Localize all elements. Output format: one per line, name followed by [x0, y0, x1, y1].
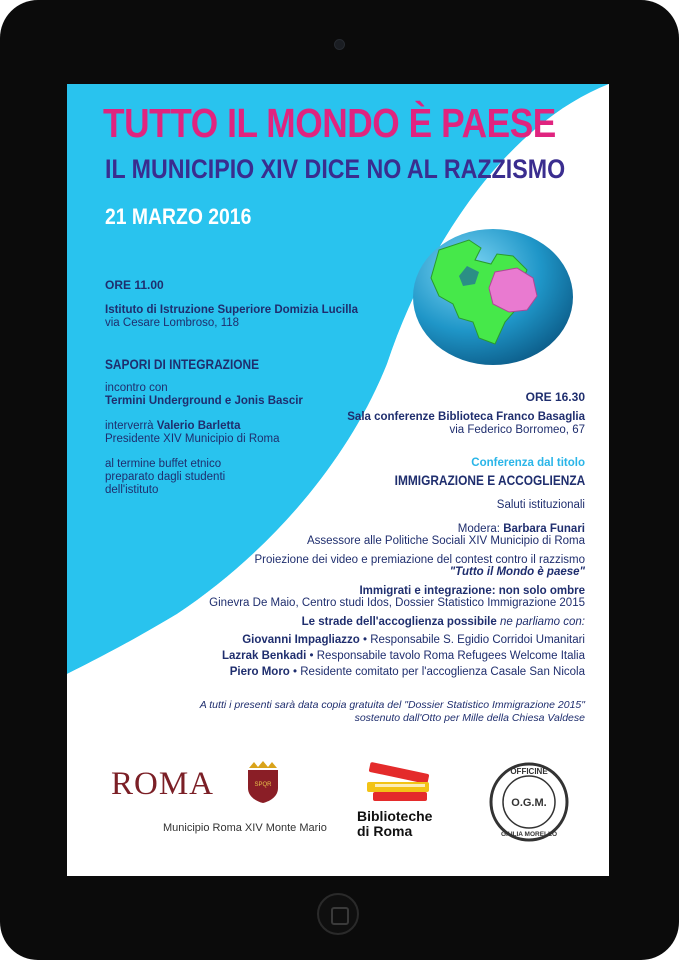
books-icon: [353, 760, 445, 804]
svg-text:SPQR: SPQR: [254, 782, 272, 788]
contest-title: "Tutto il Mondo è paese": [449, 566, 585, 578]
talk-speaker: Ginevra De Maio, Centro studi Idos, Dossier Statistico Immigrazione 2015: [209, 597, 585, 609]
greetings: Saluti istituzionali: [496, 499, 585, 511]
morning-address: via Cesare Lombroso, 118: [105, 317, 240, 329]
morning-time: ORE 11.00: [105, 278, 164, 292]
panel-row: Lazrak Benkadi • Responsabile tavolo Roma Refugees Welcome Italia: [221, 650, 585, 662]
talk-title: Immigrati e integrazione: non solo ombre: [359, 585, 585, 597]
afternoon-venue: Sala conferenze Biblioteca Franco Basaglia: [347, 411, 585, 423]
morning-line: preparato dagli studenti: [105, 471, 226, 483]
panel-row: Giovanni Impagliazzo • Responsabile S. Egidio Corridoi Umanitari: [242, 634, 585, 646]
conference-intro: Conferenza dal titolo: [471, 457, 585, 469]
morning-line: Termini Underground e Jonis Bascir: [105, 395, 303, 407]
globe-icon: [409, 226, 577, 368]
afternoon-address: via Federico Borromeo, 67: [449, 424, 585, 436]
moderator: Modera: Barbara Funari: [457, 523, 585, 535]
stamp-mid: O.G.M.: [511, 797, 547, 809]
morning-section-title: SAPORI DI INTEGRAZIONE: [105, 356, 260, 372]
morning-venue: Istituto di Istruzione Superiore Domizia Lucilla: [105, 304, 359, 316]
poster-subtitle: IL MUNICIPIO XIV DICE NO AL RAZZISMO: [105, 154, 566, 184]
biblioteche-logo: [353, 760, 445, 840]
moderator-role: Assessore alle Politiche Sociali XIV Municipio di Roma: [306, 535, 585, 547]
panel-title: Le strade dell'accoglienza possibile ne parliamo con:: [301, 616, 585, 628]
panel-row: Piero Moro • Residente comitato per l'accoglienza Casale San Nicola: [229, 666, 585, 678]
roma-caption: Municipio Roma XIV Monte Mario: [163, 822, 327, 834]
projection: Proiezione dei video e premiazione del contest contro il razzismo: [254, 554, 585, 566]
morning-line: incontro con: [105, 382, 168, 394]
poster-title: TUTTO IL MONDO È PAESE: [103, 100, 556, 146]
poster-screen: [67, 84, 609, 876]
morning-line: Presidente XIV Municipio di Roma: [105, 433, 280, 445]
biblioteche-text: Biblioteche di Roma: [357, 808, 433, 839]
note-line: sostenuto dall'Otto per Mille della Chiesa Valdese: [354, 712, 585, 724]
conference-title: IMMIGRAZIONE E ACCOGLIENZA: [394, 472, 585, 488]
camera: [334, 39, 345, 50]
morning-line: interverrà Valerio Barletta: [105, 420, 241, 432]
home-button[interactable]: [317, 893, 359, 935]
morning-line: dell'istituto: [105, 484, 159, 496]
morning-line: al termine buffet etnico: [105, 458, 222, 470]
event-date: 21 MARZO 2016: [105, 204, 252, 229]
stamp-top: OFFICINE: [510, 767, 548, 776]
stamp-bottom: GIULIA MORELLO: [500, 831, 558, 838]
afternoon-time: ORE 16.30: [525, 390, 585, 404]
roma-shield-icon: [245, 760, 281, 804]
ogm-stamp-logo: [487, 760, 571, 844]
note-line: A tutti i presenti sarà data copia gratuita del "Dossier Statistico Immigrazione 2015": [199, 699, 585, 711]
roma-logo: ROMA: [111, 766, 215, 802]
